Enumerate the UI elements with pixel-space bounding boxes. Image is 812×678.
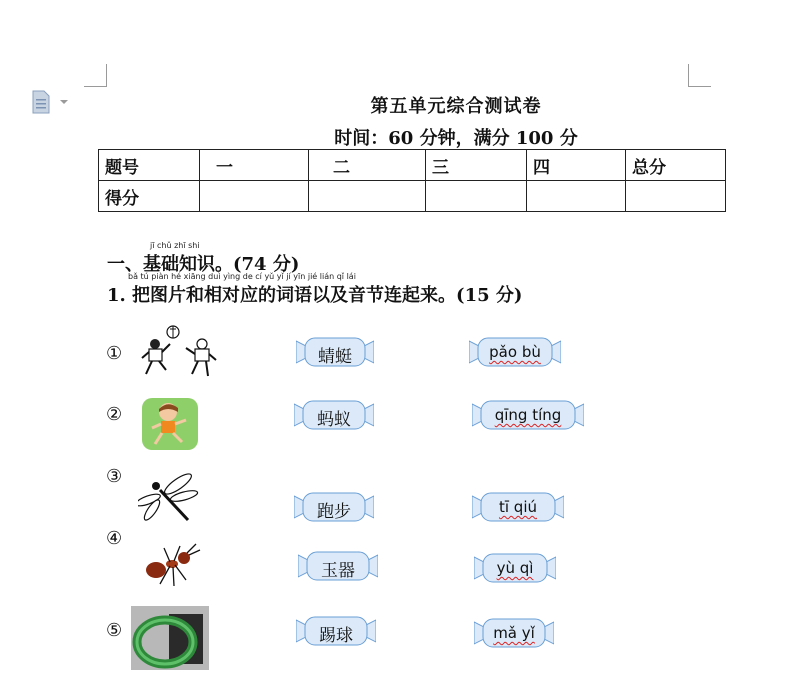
syllable-card[interactable]: [474, 553, 556, 583]
syllable-label: qīng tíng: [494, 406, 562, 424]
syllable-label: pǎo bù: [489, 343, 541, 361]
item-number: ⑤: [106, 620, 123, 641]
word-card[interactable]: [294, 400, 374, 430]
jade-bracelet-picture: [131, 606, 209, 674]
syllable-card[interactable]: [469, 337, 561, 367]
score-cell[interactable]: [309, 181, 426, 212]
item-number: ①: [106, 343, 123, 364]
score-header-cell: 四: [527, 150, 626, 181]
page-title: 第五单元综合测试卷: [370, 96, 542, 117]
section-heading: 一、基础知识。(74 分): [107, 254, 300, 275]
word-label: 蜻蜓: [318, 347, 352, 367]
page-subtitle: 时间：60 分钟，满分 100 分: [334, 128, 578, 149]
word-card[interactable]: [296, 337, 374, 367]
syllable-card[interactable]: [474, 618, 554, 648]
item-number: ④: [106, 528, 123, 549]
score-cell[interactable]: [200, 181, 309, 212]
question-text: 1. 把图片和相对应的词语以及音节连起来。(15 分): [107, 285, 523, 306]
score-cell[interactable]: [626, 181, 726, 212]
margin-mark-top-left: [84, 64, 107, 87]
syllable-label: yù qì: [496, 559, 534, 577]
syllable-card[interactable]: [472, 400, 584, 430]
word-card[interactable]: [296, 616, 376, 646]
margin-mark-top-right: [688, 64, 711, 87]
score-header-cell: 三: [426, 150, 527, 181]
item-number: ③: [106, 466, 123, 487]
question-pinyin: bǎ tú piàn hé xiāng duì yìng de cí yǔ yǐ jí yīn jié lián qǐ lái: [128, 272, 356, 281]
word-label: 跑步: [317, 502, 351, 522]
score-header-cell: 二: [309, 150, 426, 181]
score-row-label: 得分: [99, 181, 200, 212]
syllable-card[interactable]: [472, 492, 564, 522]
score-header-cell: 总分: [626, 150, 726, 181]
score-table: [98, 149, 726, 212]
score-header-cell: 题号: [99, 150, 200, 181]
kids-playing-football-picture: [140, 322, 220, 384]
score-header-cell: 一: [200, 150, 309, 181]
word-card[interactable]: [294, 492, 374, 522]
word-card[interactable]: [298, 551, 378, 581]
syllable-label: tī qiú: [498, 498, 537, 516]
word-label: 踢球: [319, 626, 353, 646]
girl-running-picture: [142, 398, 198, 454]
score-cell[interactable]: [426, 181, 527, 212]
score-cell[interactable]: [527, 181, 626, 212]
score-table-header-row: [99, 150, 726, 181]
dragonfly-picture: [138, 472, 200, 532]
score-table-row: [99, 181, 726, 212]
item-number: ②: [106, 404, 123, 425]
ant-picture: [140, 540, 204, 594]
section-pinyin: jī chǔ zhī shi: [150, 241, 200, 250]
word-label: 蚂蚁: [317, 410, 351, 430]
syllable-label: mǎ yǐ: [493, 624, 535, 642]
word-label: 玉器: [321, 561, 355, 581]
